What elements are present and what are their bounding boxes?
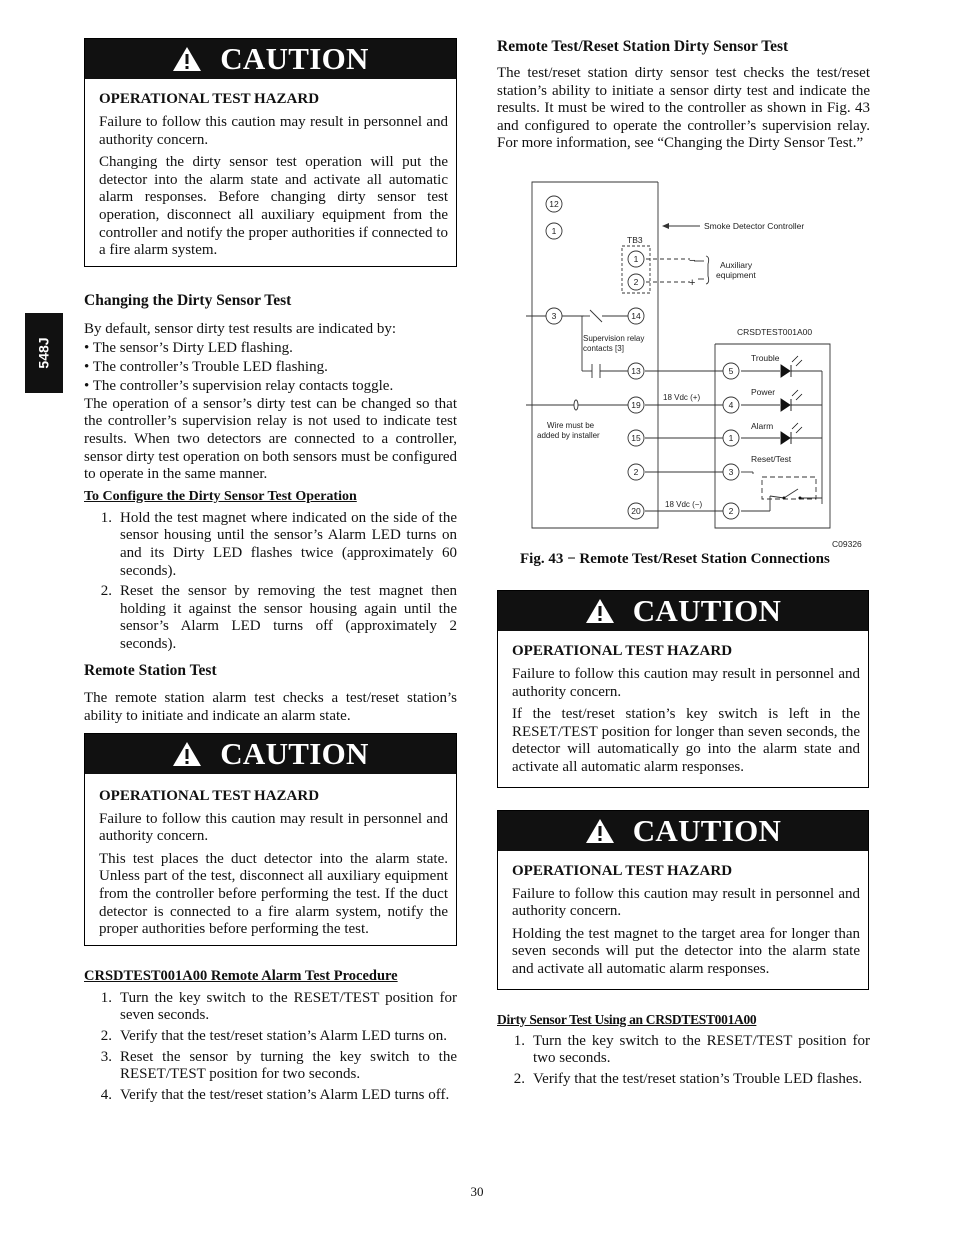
list-number: 2.: [100, 583, 112, 600]
warning-triangle-icon: [585, 598, 615, 624]
hazard-heading: OPERATIONAL TEST HAZARD: [99, 787, 320, 804]
list-item: [84, 510, 457, 580]
list-number: 2.: [513, 1070, 525, 1087]
trouble-led-icon: [781, 365, 790, 377]
list-number: 4.: [100, 1086, 112, 1103]
list-item: [84, 1049, 457, 1084]
caution-text: This test places the duct detector into the alarm state. Unless part of the test, disconnect all auxiliary equipment from the controller before performing the test. If the duct detector is connected to a fire alarm system, notify the proper authorities before performing the test.: [99, 850, 448, 938]
list-text: Turn the key switch to the RESET/TEST position for two seconds.: [533, 1032, 870, 1067]
list-number: 1.: [100, 989, 112, 1006]
caution-text: Holding the test magnet to the target area for longer than seven seconds will put the detector into the alarm state and activate all automatic alarm responses.: [512, 925, 860, 977]
terminal-label: 1: [633, 254, 639, 264]
tb3-label: TB3: [627, 235, 643, 245]
figure-code: C09326: [832, 539, 862, 549]
list-item: [497, 1033, 870, 1068]
right-column: [497, 38, 870, 153]
terminal-label: 3: [728, 467, 734, 477]
list-text: Verify that the test/reset station’s Alarm LED turns on.: [120, 1028, 448, 1044]
caution-title: CAUTION: [632, 593, 782, 628]
left-column: [84, 38, 457, 1107]
minus-sign: −: [689, 255, 696, 267]
terminal-label: 3: [551, 311, 557, 321]
list-text: Reset the sensor by removing the test magnet then holding it against the sensor housing again until the sensor’s Alarm LED turns off (approximately 2 seconds).: [120, 583, 457, 652]
caution-banner: [498, 591, 868, 631]
numbered-list: [84, 510, 457, 654]
terminal-label: 2: [728, 506, 734, 516]
wire-note: added by installer: [537, 431, 600, 440]
paragraph: By default, sensor dirty test results are indicated by:: [84, 320, 397, 337]
relay-label: contacts [3]: [583, 344, 624, 353]
terminal-label: 4: [728, 400, 734, 410]
bullet-list: [84, 339, 457, 396]
light-emission-icon: [792, 356, 802, 433]
terminal-label: 14: [631, 311, 641, 321]
section-title: Remote Station Test: [84, 662, 217, 680]
figure-caption: Fig. 43 − Remote Test/Reset Station Connections: [520, 551, 830, 567]
bullet-item: • The controller’s supervision relay contacts toggle.: [84, 377, 394, 394]
wire-note: Wire must be: [547, 421, 595, 430]
terminal-label: 15: [631, 433, 641, 443]
aux-label: Auxiliary: [720, 260, 753, 270]
list-number: 1.: [513, 1032, 525, 1049]
numbered-list: [497, 1033, 870, 1089]
power-led-icon: [781, 399, 790, 411]
terminal-label: 2: [633, 467, 639, 477]
trouble-label: Trouble: [751, 353, 780, 363]
terminal-label: 2: [633, 277, 639, 287]
caution-banner: [498, 811, 868, 851]
station-model-label: CRSDTEST001A00: [737, 327, 813, 337]
bullet-item: • The controller’s Trouble LED flashing.: [84, 358, 328, 375]
caution-text: Failure to follow this caution may result in personnel and authority concern.: [99, 114, 448, 148]
aux-label: equipment: [716, 270, 756, 280]
subsection-heading: CRSDTEST001A00 Remote Alarm Test Procedure: [84, 967, 398, 984]
wire-marker-icon: [574, 400, 578, 410]
warning-triangle-icon: [585, 818, 615, 844]
caution-box-1: [84, 38, 457, 267]
controller-label: Smoke Detector Controller: [704, 221, 805, 231]
alarm-label: Alarm: [751, 421, 774, 431]
plus-sign: +: [689, 277, 696, 289]
caution-box-4: [497, 810, 869, 990]
terminal-label: 20: [631, 506, 641, 516]
hazard-heading: OPERATIONAL TEST HAZARD: [512, 862, 733, 879]
terminal-label: 1: [728, 433, 734, 443]
right-lower: [497, 590, 870, 1091]
list-text: Turn the key switch to the RESET/TEST position for seven seconds.: [120, 989, 457, 1024]
wiring-diagram: [526, 180, 876, 552]
section-title: Remote Test/Reset Station Dirty Sensor Test: [497, 38, 789, 55]
alarm-led-icon: [781, 432, 790, 444]
list-text: Verify that the test/reset station’s Alarm LED turns off.: [120, 1086, 450, 1103]
list-text: Reset the sensor by turning the key switch to the RESET/TEST position for two seconds.: [120, 1048, 457, 1083]
arrowhead-icon: [662, 223, 669, 229]
list-number: 2.: [100, 1028, 112, 1044]
page-number: 30: [470, 1184, 484, 1199]
paragraph: The remote station alarm test checks a test/reset station’s ability to initiate and indicate an alarm state.: [84, 690, 457, 725]
caution-title: CAUTION: [220, 41, 369, 76]
voltage-label: 18 Vdc (+): [663, 393, 701, 402]
hazard-heading: OPERATIONAL TEST HAZARD: [512, 643, 733, 659]
caution-text: Changing the dirty sensor test operation will put the detector into the alarm state and activate all automatic alarm responses. Before changing dirty sensor test operation, disconnect all auxiliary equipment from the controller and notify the proper authorities if connected to a fire alarm system.: [99, 154, 448, 259]
side-tab-label: 548J: [36, 337, 52, 369]
terminal-label: 5: [728, 366, 734, 376]
caution-text: Failure to follow this caution may result in personnel and authority concern.: [512, 885, 860, 920]
power-label: Power: [751, 387, 776, 397]
section-title: Changing the Dirty Sensor Test: [84, 291, 292, 309]
warning-triangle-icon: [172, 46, 202, 72]
caution-text: Failure to follow this caution may result in personnel and authority concern.: [512, 666, 860, 700]
paragraph: The test/reset station dirty sensor test checks the test/reset station’s ability to initiate a sensor dirty test and indicate the results. It must be wired to the controller as shown in Fig. 43 and configured to operate the controller’s supervision relay. For more information, see “Changing the Dirty Sensor Test.”: [497, 65, 870, 152]
hazard-heading: OPERATIONAL TEST HAZARD: [99, 91, 320, 107]
warning-triangle-icon: [172, 741, 202, 767]
caution-title: CAUTION: [632, 812, 782, 848]
list-item: [84, 1087, 457, 1105]
bullet-item: • The sensor’s Dirty LED flashing.: [84, 339, 293, 356]
caution-title: CAUTION: [220, 735, 369, 771]
list-text: Hold the test magnet where indicated on the side of the sensor housing until the sensor’s Alarm LED turns on and its Dirty LED flashes twice (approximately 60 seconds).: [120, 509, 457, 579]
caution-box-3: [497, 590, 869, 788]
caution-banner: [85, 734, 456, 774]
reset-test-label: Reset/Test: [751, 454, 792, 464]
relay-label: Supervision relay: [583, 334, 645, 343]
subsection-heading: To Configure the Dirty Sensor Test Operation: [84, 488, 357, 504]
terminal-label: 1: [551, 226, 557, 236]
caution-text: Failure to follow this caution may result in personnel and authority concern.: [99, 810, 448, 845]
side-tab: [25, 313, 63, 393]
list-item: [84, 583, 457, 653]
terminal-label: 13: [631, 366, 641, 376]
caution-banner: [85, 39, 456, 79]
list-item: [84, 1028, 457, 1046]
list-number: 3.: [100, 1048, 112, 1065]
list-item: [84, 990, 457, 1025]
terminal-label: 19: [631, 400, 641, 410]
list-number: 1.: [100, 509, 112, 526]
voltage-label: 18 Vdc (−): [665, 500, 703, 509]
terminal-label: 12: [549, 199, 559, 209]
paragraph: The operation of a sensor’s dirty test can be changed so that the controller’s supervision relay is not used to indicate test results. When two detectors are connected to a controller, sensor dirty test operation on both sensors must be configured to operate in the same manner.: [84, 395, 457, 483]
numbered-list: [84, 990, 457, 1105]
subsection-heading: Dirty Sensor Test Using an CRSDTEST001A00: [497, 1011, 757, 1027]
list-item: [497, 1071, 870, 1089]
list-text: Verify that the test/reset station’s Trouble LED flashes.: [533, 1070, 863, 1087]
caution-box-2: [84, 733, 457, 946]
caution-text: If the test/reset station’s key switch is left in the RESET/TEST position for longer than seven seconds, the detector will automatically go into the alarm state and activate all automatic alarm responses.: [512, 706, 860, 775]
